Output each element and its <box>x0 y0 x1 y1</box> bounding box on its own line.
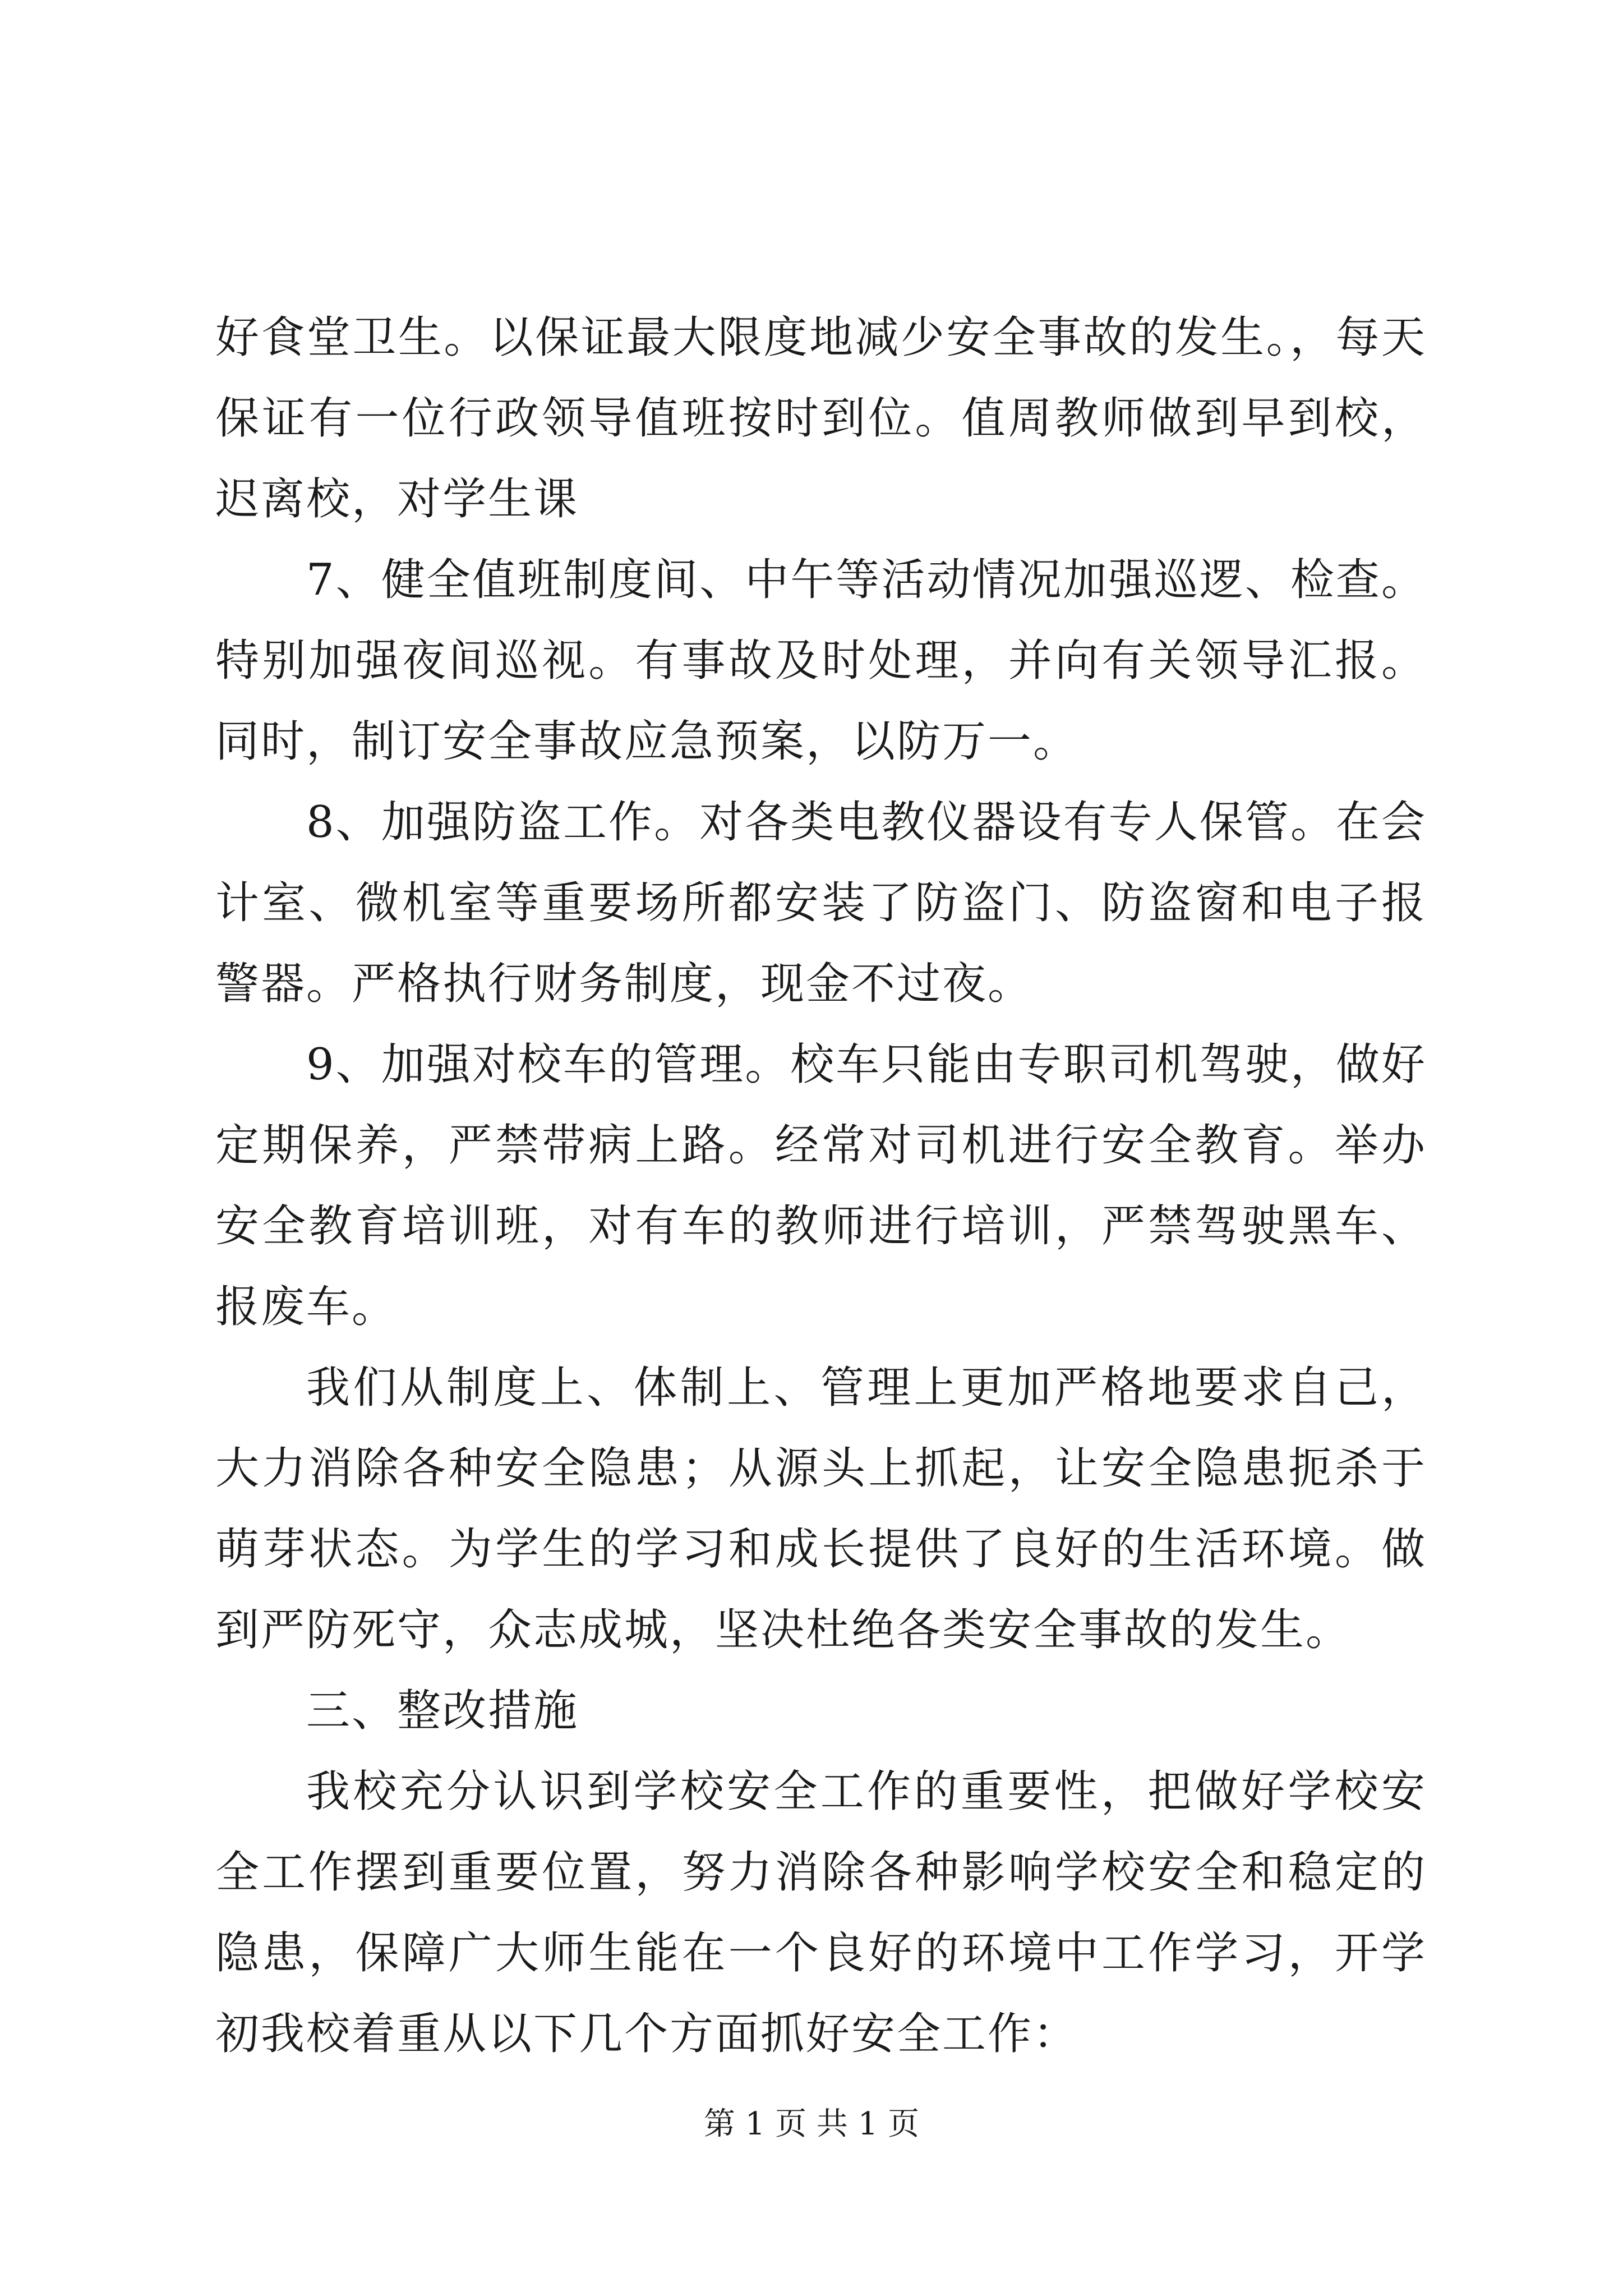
section-heading: 三、整改措施 <box>306 1686 579 1736</box>
paragraph-4: 9、加强对校车的管理。校车只能由专职司机驾驶，做好定期保养，严禁带病上路。经常对司机进行安全教育。举办安全教育培训班，对有车的教师进行培训，严禁驾驶黑车、报废车。 <box>215 1039 1427 1332</box>
paragraph-1: 好食堂卫生。以保证最大限度地减少安全事故的发生。，每天保证有一位行政领导值班按时到位。值周教师做到早到校，迟离校，对学生课 <box>215 312 1427 524</box>
paragraph-3: 8、加强防盗工作。对各类电教仪器设有专人保管。在会计室、微机室等重要场所都安装了防盗门、防盗窗和电子报警器。严格执行财务制度，现金不过夜。 <box>215 797 1427 1009</box>
paragraph-2: 7、健全值班制度间、中午等活动情况加强巡逻、检查。特别加强夜间巡视。有事故及时处理，并向有关领导汇报。同时，制订安全事故应急预案，以防万一。 <box>215 555 1427 767</box>
page-number-footer: 第 1 页 共 1 页 <box>703 2106 920 2142</box>
document-body <box>215 297 1427 2074</box>
paragraph-5: 我们从制度上、体制上、管理上更加严格地要求自己，大力消除各种安全隐患；从源头上抓起，让安全隐患扼杀于萌芽状态。为学生的学习和成长提供了良好的生活环境。做到严防死守，众志成城，坚决杜绝各类安全事故的发生。 <box>215 1363 1427 1655</box>
paragraph-6: 我校充分认识到学校安全工作的重要性，把做好学校安全工作摆到重要位置，努力消除各种影响学校安全和稳定的隐患，保障广大师生能在一个良好的环境中工作学习，开学初我校着重从以下几个方面抓好安全工作： <box>215 1766 1427 2059</box>
